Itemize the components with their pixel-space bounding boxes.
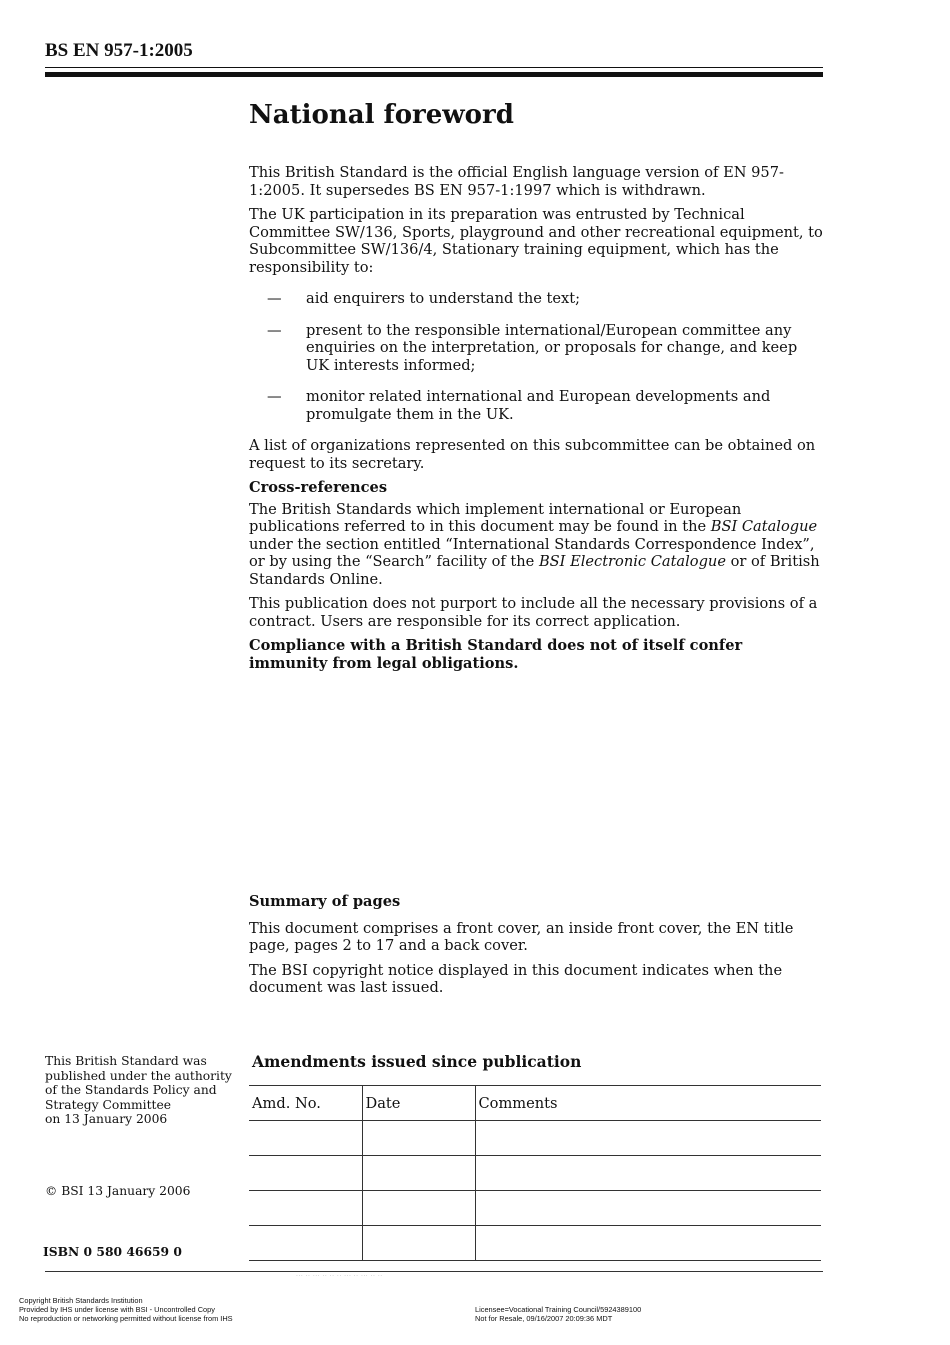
table-header-row bbox=[249, 1086, 821, 1121]
table-cell bbox=[362, 1226, 475, 1261]
cross-references-paragraph-2: This publication does not purport to include all the necessary provisions of a contract. Users are responsible for its correct application. bbox=[249, 595, 818, 630]
footer-line: Licensee=Vocational Training Council/5924389100 bbox=[475, 1305, 642, 1314]
intro-paragraph-1: This British Standard is the official English language version of EN 957-1:2005. It supersedes BS EN 957-1:1997 which is withdrawn. bbox=[249, 164, 784, 199]
list-item-text: aid enquirers to understand the text; bbox=[306, 290, 581, 307]
intro-paragraph-3: A list of organizations represented on this subcommittee can be obtained on request to its secretary. bbox=[249, 437, 816, 472]
license-footer-left bbox=[19, 1296, 233, 1324]
table-cell bbox=[475, 1121, 821, 1156]
footer-line: No reproduction or networking permitted without license from IHS bbox=[19, 1314, 233, 1324]
amendments-title: Amendments issued since publication bbox=[252, 1052, 582, 1071]
document-id: BS EN 957-1:2005 bbox=[45, 40, 193, 61]
dash-bullet: — bbox=[267, 290, 282, 307]
list-item bbox=[249, 388, 823, 423]
text-run: or of British Standards Online. bbox=[249, 553, 820, 588]
compliance-statement: Compliance with a British Standard does not of itself confer immunity from legal obligations. bbox=[249, 637, 743, 672]
isbn: ISBN 0 580 46659 0 bbox=[43, 1244, 182, 1259]
bsi-catalogue-ref: BSI Catalogue bbox=[710, 518, 818, 535]
dash-bullet: — bbox=[267, 388, 282, 405]
summary-of-pages bbox=[249, 893, 823, 1004]
table-cell bbox=[362, 1156, 475, 1191]
intro-paragraph-2: The UK participation in its preparation was entrusted by Technical Committee SW/136, Sports, playground and other recreational equipment, to Subcommittee SW/136/4, Stationary training equipment, which has the responsibility to: bbox=[249, 206, 823, 276]
copyright-notice: © BSI 13 January 2006 bbox=[45, 1184, 191, 1198]
table-row bbox=[249, 1121, 821, 1156]
cross-references-paragraph-1 bbox=[249, 501, 823, 589]
table-row bbox=[249, 1156, 821, 1191]
summary-heading: Summary of pages bbox=[249, 893, 401, 910]
text-run: under the section entitled “International Standards Correspondence Index”, or by using the “Search” facility of the bbox=[249, 535, 815, 570]
text-run: The British Standards which implement international or European publications referred to in this document may be found in the bbox=[249, 500, 742, 535]
table-cell bbox=[249, 1226, 362, 1261]
table-cell bbox=[362, 1191, 475, 1226]
header-rule-thin bbox=[45, 67, 823, 68]
bsi-electronic-catalogue-ref: BSI Electronic Catalogue bbox=[538, 553, 726, 570]
note-line: on 13 January 2006 bbox=[45, 1112, 168, 1126]
note-line: of the Standards Policy and bbox=[45, 1083, 217, 1097]
table-cell bbox=[475, 1156, 821, 1191]
summary-paragraph-1: This document comprises a front cover, an inside front cover, the EN title page, pages 2 to 17 and a back cover. bbox=[249, 919, 794, 954]
responsibility-list bbox=[249, 290, 823, 423]
summary-paragraph-2: The BSI copyright notice displayed in this document indicates when the document was last issued. bbox=[249, 961, 783, 996]
list-item-text: monitor related international and European developments and promulgate them in the UK. bbox=[306, 388, 771, 423]
list-item bbox=[249, 322, 823, 375]
table-cell bbox=[475, 1226, 821, 1261]
note-line: published under the authority bbox=[45, 1068, 232, 1083]
column-header: Date bbox=[362, 1086, 475, 1121]
amendments-table bbox=[249, 1085, 821, 1261]
footer-line: Copyright British Standards Institution bbox=[19, 1296, 143, 1305]
footer-rule bbox=[45, 1271, 823, 1272]
list-item-text: present to the responsible international/European committee any enquiries on the interpretation, or proposals for change, and keep UK interests informed; bbox=[306, 321, 798, 374]
list-item bbox=[249, 290, 823, 308]
table-row bbox=[249, 1226, 821, 1261]
table-row bbox=[249, 1191, 821, 1226]
dash-bullet: — bbox=[267, 321, 282, 339]
table-cell bbox=[475, 1191, 821, 1226]
table-cell bbox=[362, 1121, 475, 1156]
note-line: Strategy Committee bbox=[45, 1097, 172, 1112]
cross-references-heading: Cross-references bbox=[249, 479, 388, 496]
license-footer-right bbox=[475, 1305, 641, 1323]
page-title: National foreword bbox=[249, 100, 514, 130]
header-rule-thick bbox=[45, 72, 823, 77]
table-cell bbox=[249, 1156, 362, 1191]
table-cell bbox=[249, 1121, 362, 1156]
column-header: Comments bbox=[475, 1086, 821, 1121]
column-header: Amd. No. bbox=[249, 1086, 362, 1121]
foreword-body bbox=[249, 164, 823, 679]
table-cell bbox=[249, 1191, 362, 1226]
publication-authority-note bbox=[45, 1054, 235, 1127]
note-line: This British Standard was bbox=[45, 1054, 207, 1068]
faint-watermark-text: ··· ·· ··· ·· ·· ·· ··· ·· ··· ·· ·· bbox=[296, 1273, 383, 1280]
footer-line: Not for Resale, 09/16/2007 20:09:36 MDT bbox=[475, 1314, 613, 1324]
footer-line: Provided by IHS under license with BSI - Uncontrolled Copy bbox=[19, 1305, 215, 1315]
